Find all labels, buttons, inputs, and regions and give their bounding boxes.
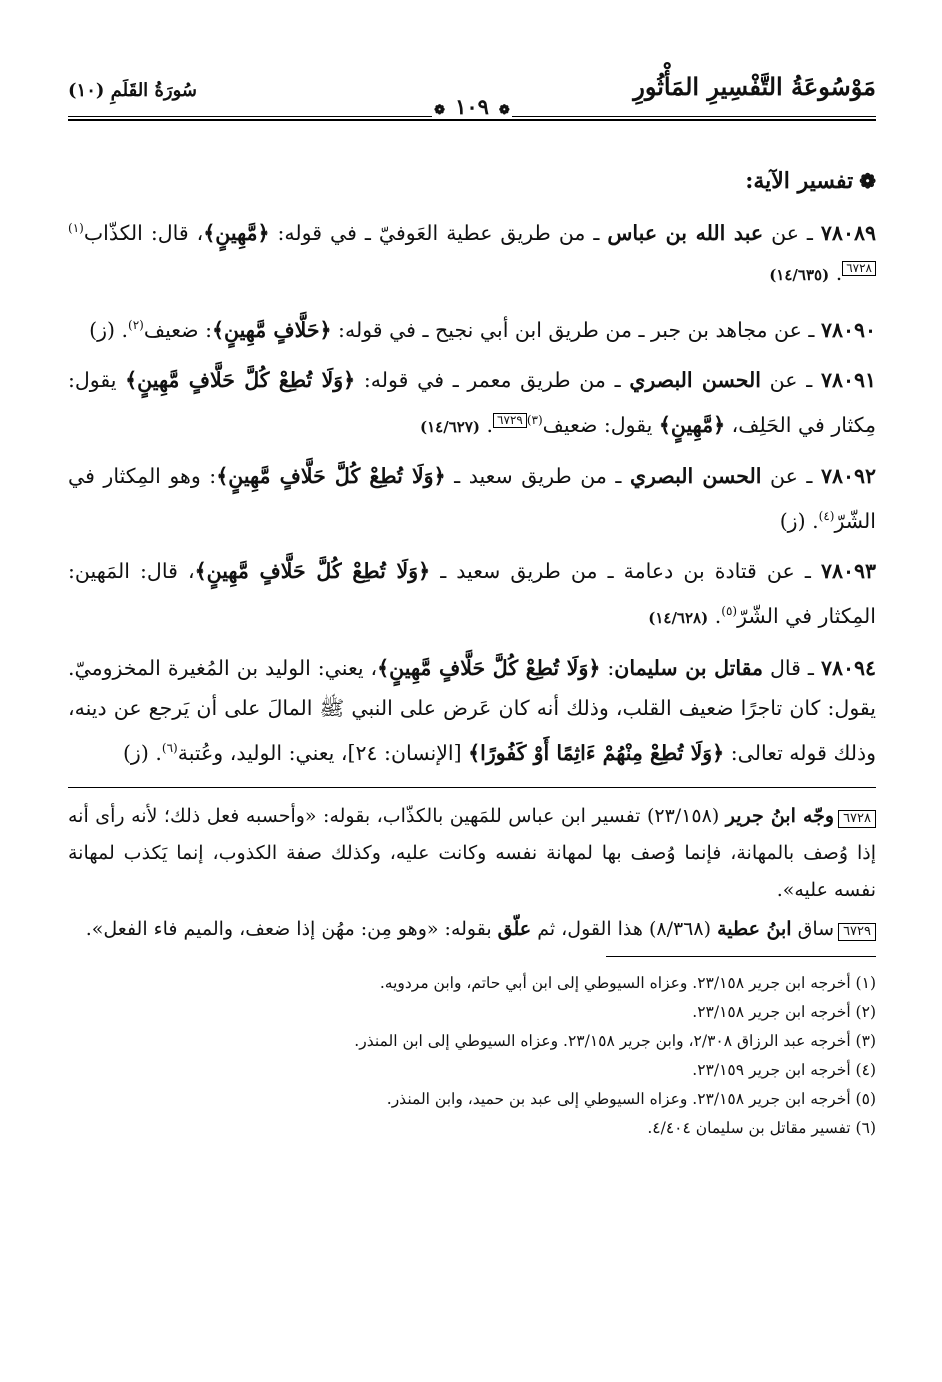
section-title: ❁تفسير الآية: bbox=[745, 168, 876, 194]
footnote-ref: (٦) bbox=[161, 741, 178, 756]
volume-ref: (١٤/٦٢٧) bbox=[420, 417, 480, 436]
footnote-ref: (١) bbox=[68, 221, 84, 235]
entry-78094: ٧٨٠٩٤ ـ قال مقاتل بن سليمان: ﴿وَلَا تُطِعْ كُلَّ حَلَّافٍ مَّهِينٍ﴾، يعني: الوليد بن المُغيرة المخزوميّ. يقول: كان تاجرًا ضعيف القلب، وذلك أنه كان عَرض على النبي ﷺ المالَ على أن يَرجع عن دينه، وذلك قوله تعالى: ﴿وَلَا تُطِعْ مِنْهُمْ ءَاثِمًا أَوْ كَفُورًا﴾ [الإنسان: ٢٤]، يعني: الوليد، وعُتبة$^{(٦)}$. (ز) bbox=[68, 656, 876, 765]
footnotes bbox=[68, 969, 876, 1143]
entry-78089: ٧٨٠٨٩ ـ عن عبد الله بن عباس ـ من طريق عطية العَوفيّ ـ في قوله: ﴿مَّهِينٍ﴾، قال: الكذّاب$^{(١)}$٦٧٢٨. (١٤/٦٣٥) bbox=[68, 220, 876, 285]
footnote: (٦) تفسير مقاتل بن سليمان ٤/٤٠٤. bbox=[647, 1118, 876, 1137]
running-header bbox=[68, 72, 876, 122]
footnote-ref: (٣) bbox=[526, 412, 543, 427]
footnote: (٣) أخرجه عبد الرزاق ٢/٣٠٨، وابن جرير ٢٣/١٥٨. وعزاه السيوطي إلى ابن المنذر. bbox=[354, 1031, 876, 1050]
entry-78091: ٧٨٠٩١ ـ عن الحسن البصري ـ من طريق معمر ـ في قوله: ﴿وَلَا تُطِعْ كُلَّ حَلَّافٍ مَّهِينٍ﴾ يقول: مِكثار في الحَلِف، ﴿مَّهِينٍ﴾ يقول: ضعيف$^{(٣)}$٦٧٢٩. (١٤/٦٢٧) bbox=[68, 367, 876, 437]
footnote: (٥) أخرجه ابن جرير ٢٣/١٥٨. وعزاه السيوطي إلى عبد بن حميد، وابن المنذر. bbox=[386, 1089, 876, 1108]
entry-78093: ٧٨٠٩٣ ـ عن قتادة بن دعامة ـ من طريق سعيد ـ ﴿وَلَا تُطِعْ كُلَّ حَلَّافٍ مَّهِينٍ﴾، قال: المَهين: المِكثار في الشّرّ$^{(٥)}$. (١٤/٦٢٨) bbox=[68, 559, 876, 629]
entry-78090: ٧٨٠٩٠ ـ عن مجاهد بن جبر ـ من طريق ابن أبي نجيح ـ في قوله: ﴿حَلَّافٍ مَّهِينٍ﴾: ضعيف$^{(٢)}$. (ز) bbox=[89, 317, 876, 342]
footnote: (١) أخرجه ابن جرير ٢٣/١٥٨. وعزاه السيوطي إلى ابن أبي حاتم، وابن مردويه. bbox=[379, 973, 876, 992]
quran-quote: ﴿حَلَّافٍ مَّهِينٍ﴾ bbox=[211, 317, 332, 342]
surah-label: سُورَةُ القَلَمِ (١٠) bbox=[68, 80, 197, 101]
footnote-separator bbox=[606, 956, 876, 957]
book-title: مَوْسُوعَةُ التَّفْسِيرِ المَأْثُورِ bbox=[633, 72, 876, 101]
commentary-tag: ٦٧٢٩ bbox=[838, 923, 876, 941]
footnote: (٤) أخرجه ابن جرير ٢٣/١٥٩. bbox=[692, 1060, 876, 1079]
quran-quote: ﴿وَلَا تُطِعْ مِنْهُمْ ءَاثِمًا أَوْ كَفُورًا﴾ bbox=[468, 740, 725, 765]
volume-ref: (١٤/٦٢٨) bbox=[648, 609, 709, 628]
quran-quote: ﴿مَّهِينٍ﴾ bbox=[658, 412, 726, 437]
commentary-tag: ٦٧٢٨ bbox=[838, 810, 876, 828]
footnote-ref: (٥) bbox=[721, 604, 738, 619]
footnote-ref: (٤) bbox=[818, 509, 835, 524]
quran-quote: ﴿وَلَا تُطِعْ كُلَّ حَلَّافٍ مَّهِينٍ﴾ bbox=[194, 559, 431, 584]
commentary-separator bbox=[68, 787, 876, 788]
volume-ref: (١٤/٦٣٥) bbox=[769, 265, 830, 284]
flower-icon: ❁ bbox=[859, 169, 876, 193]
entry-78092: ٧٨٠٩٢ ـ عن الحسن البصري ـ من طريق سعيد ـ ﴿وَلَا تُطِعْ كُلَّ حَلَّافٍ مَّهِينٍ﴾: وهو المِكثار في الشّرّ$^{(٤)}$. (ز) bbox=[68, 464, 876, 534]
footnote: (٢) أخرجه ابن جرير ٢٣/١٥٨. bbox=[692, 1002, 876, 1021]
ornament-icon: ❁ bbox=[434, 103, 446, 118]
document-page bbox=[68, 72, 876, 1143]
commentary-6728: ٦٧٢٨وجّه ابنُ جرير (٢٣/١٥٨) تفسير ابن عباس للمَهين بالكذّاب، بقوله: «وأحسبه فعل ذلك؛ لأنه رأى أنه إذا وُصف بالمهانة، فإنما وُصف بها لمهانة نفسه وكانت عليه، وكذلك صفة الكذوب، إنما يَكذب لمهانة نفسه عليه». bbox=[68, 804, 876, 901]
quran-quote: ﴿وَلَا تُطِعْ كُلَّ حَلَّافٍ مَّهِينٍ﴾ bbox=[377, 656, 601, 681]
commentary-tag: ٦٧٢٩ bbox=[493, 413, 527, 428]
commentary-6729: ٦٧٢٩ساق ابنُ عطية (٨/٣٦٨) هذا القول، ثم علّق بقوله: «وهو مِن: مهُن إذا ضعف، والميم فاء الفعل». bbox=[68, 911, 876, 948]
quran-quote: ﴿وَلَا تُطِعْ كُلَّ حَلَّافٍ مَّهِينٍ﴾ bbox=[216, 464, 446, 489]
ornament-icon: ❁ bbox=[498, 103, 510, 118]
footnote-ref: (٢) bbox=[128, 317, 144, 332]
page-number: ١٠٩ bbox=[447, 94, 497, 119]
commentary-tag: ٦٧٢٨ bbox=[842, 261, 876, 276]
quran-quote: ﴿وَلَا تُطِعْ كُلَّ حَلَّافٍ مَّهِينٍ﴾ bbox=[125, 367, 356, 392]
quran-quote: ﴿مَّهِينٍ﴾ bbox=[203, 220, 270, 245]
